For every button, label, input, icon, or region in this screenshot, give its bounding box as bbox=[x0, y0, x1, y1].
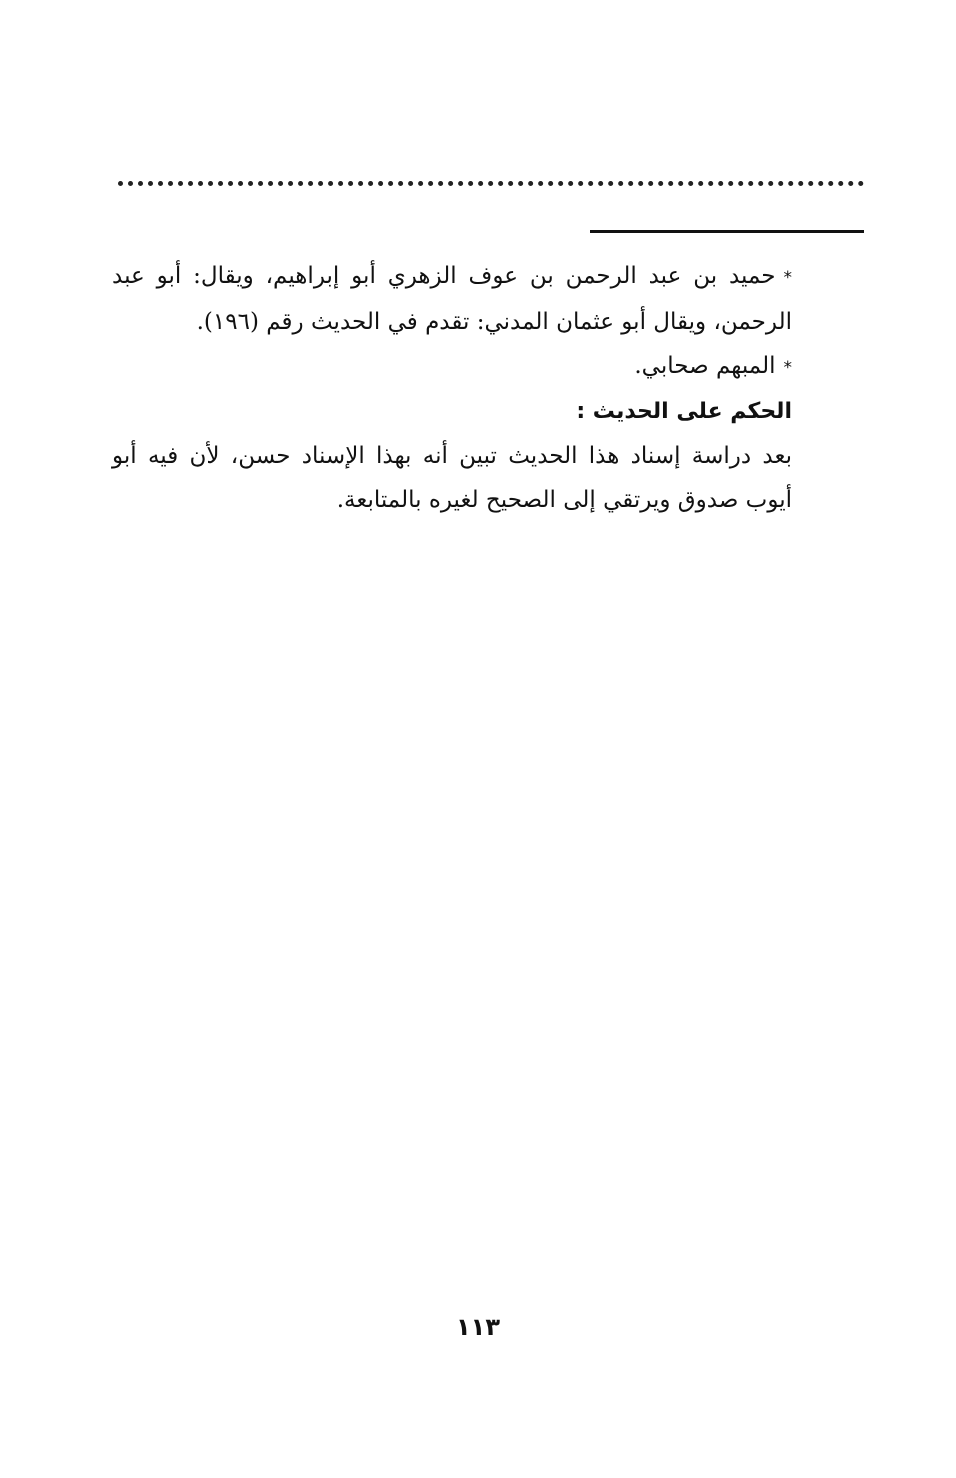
narrator-text: المبهم صحابي. bbox=[634, 353, 776, 379]
ruling-heading: الحكم على الحديث : bbox=[576, 399, 792, 424]
ruling-body: بعد دراسة إسناد هذا الحديث تبين أنه بهذا الإسناد حسن، لأن فيه أبو أيوب صدوق ويرتقي إلى الصحيح لغيره بالمتابعة. bbox=[112, 443, 792, 513]
dotted-separator bbox=[118, 181, 864, 186]
page-number: ١١٣ bbox=[456, 1313, 500, 1341]
narrator-text: حميد بن عبد الرحمن بن عوف الزهري أبو إبراهيم، ويقال: أبو عبد الرحمن، ويقال أبو عثمان المدني: تقدم في الحديث رقم (١٩٦). bbox=[112, 263, 792, 335]
narrator-entry bbox=[112, 254, 792, 344]
asterisk-icon: * bbox=[783, 268, 792, 288]
narrator-entry bbox=[112, 344, 792, 390]
section-rule bbox=[590, 230, 864, 233]
page-content bbox=[112, 254, 792, 522]
asterisk-icon: * bbox=[783, 358, 792, 378]
